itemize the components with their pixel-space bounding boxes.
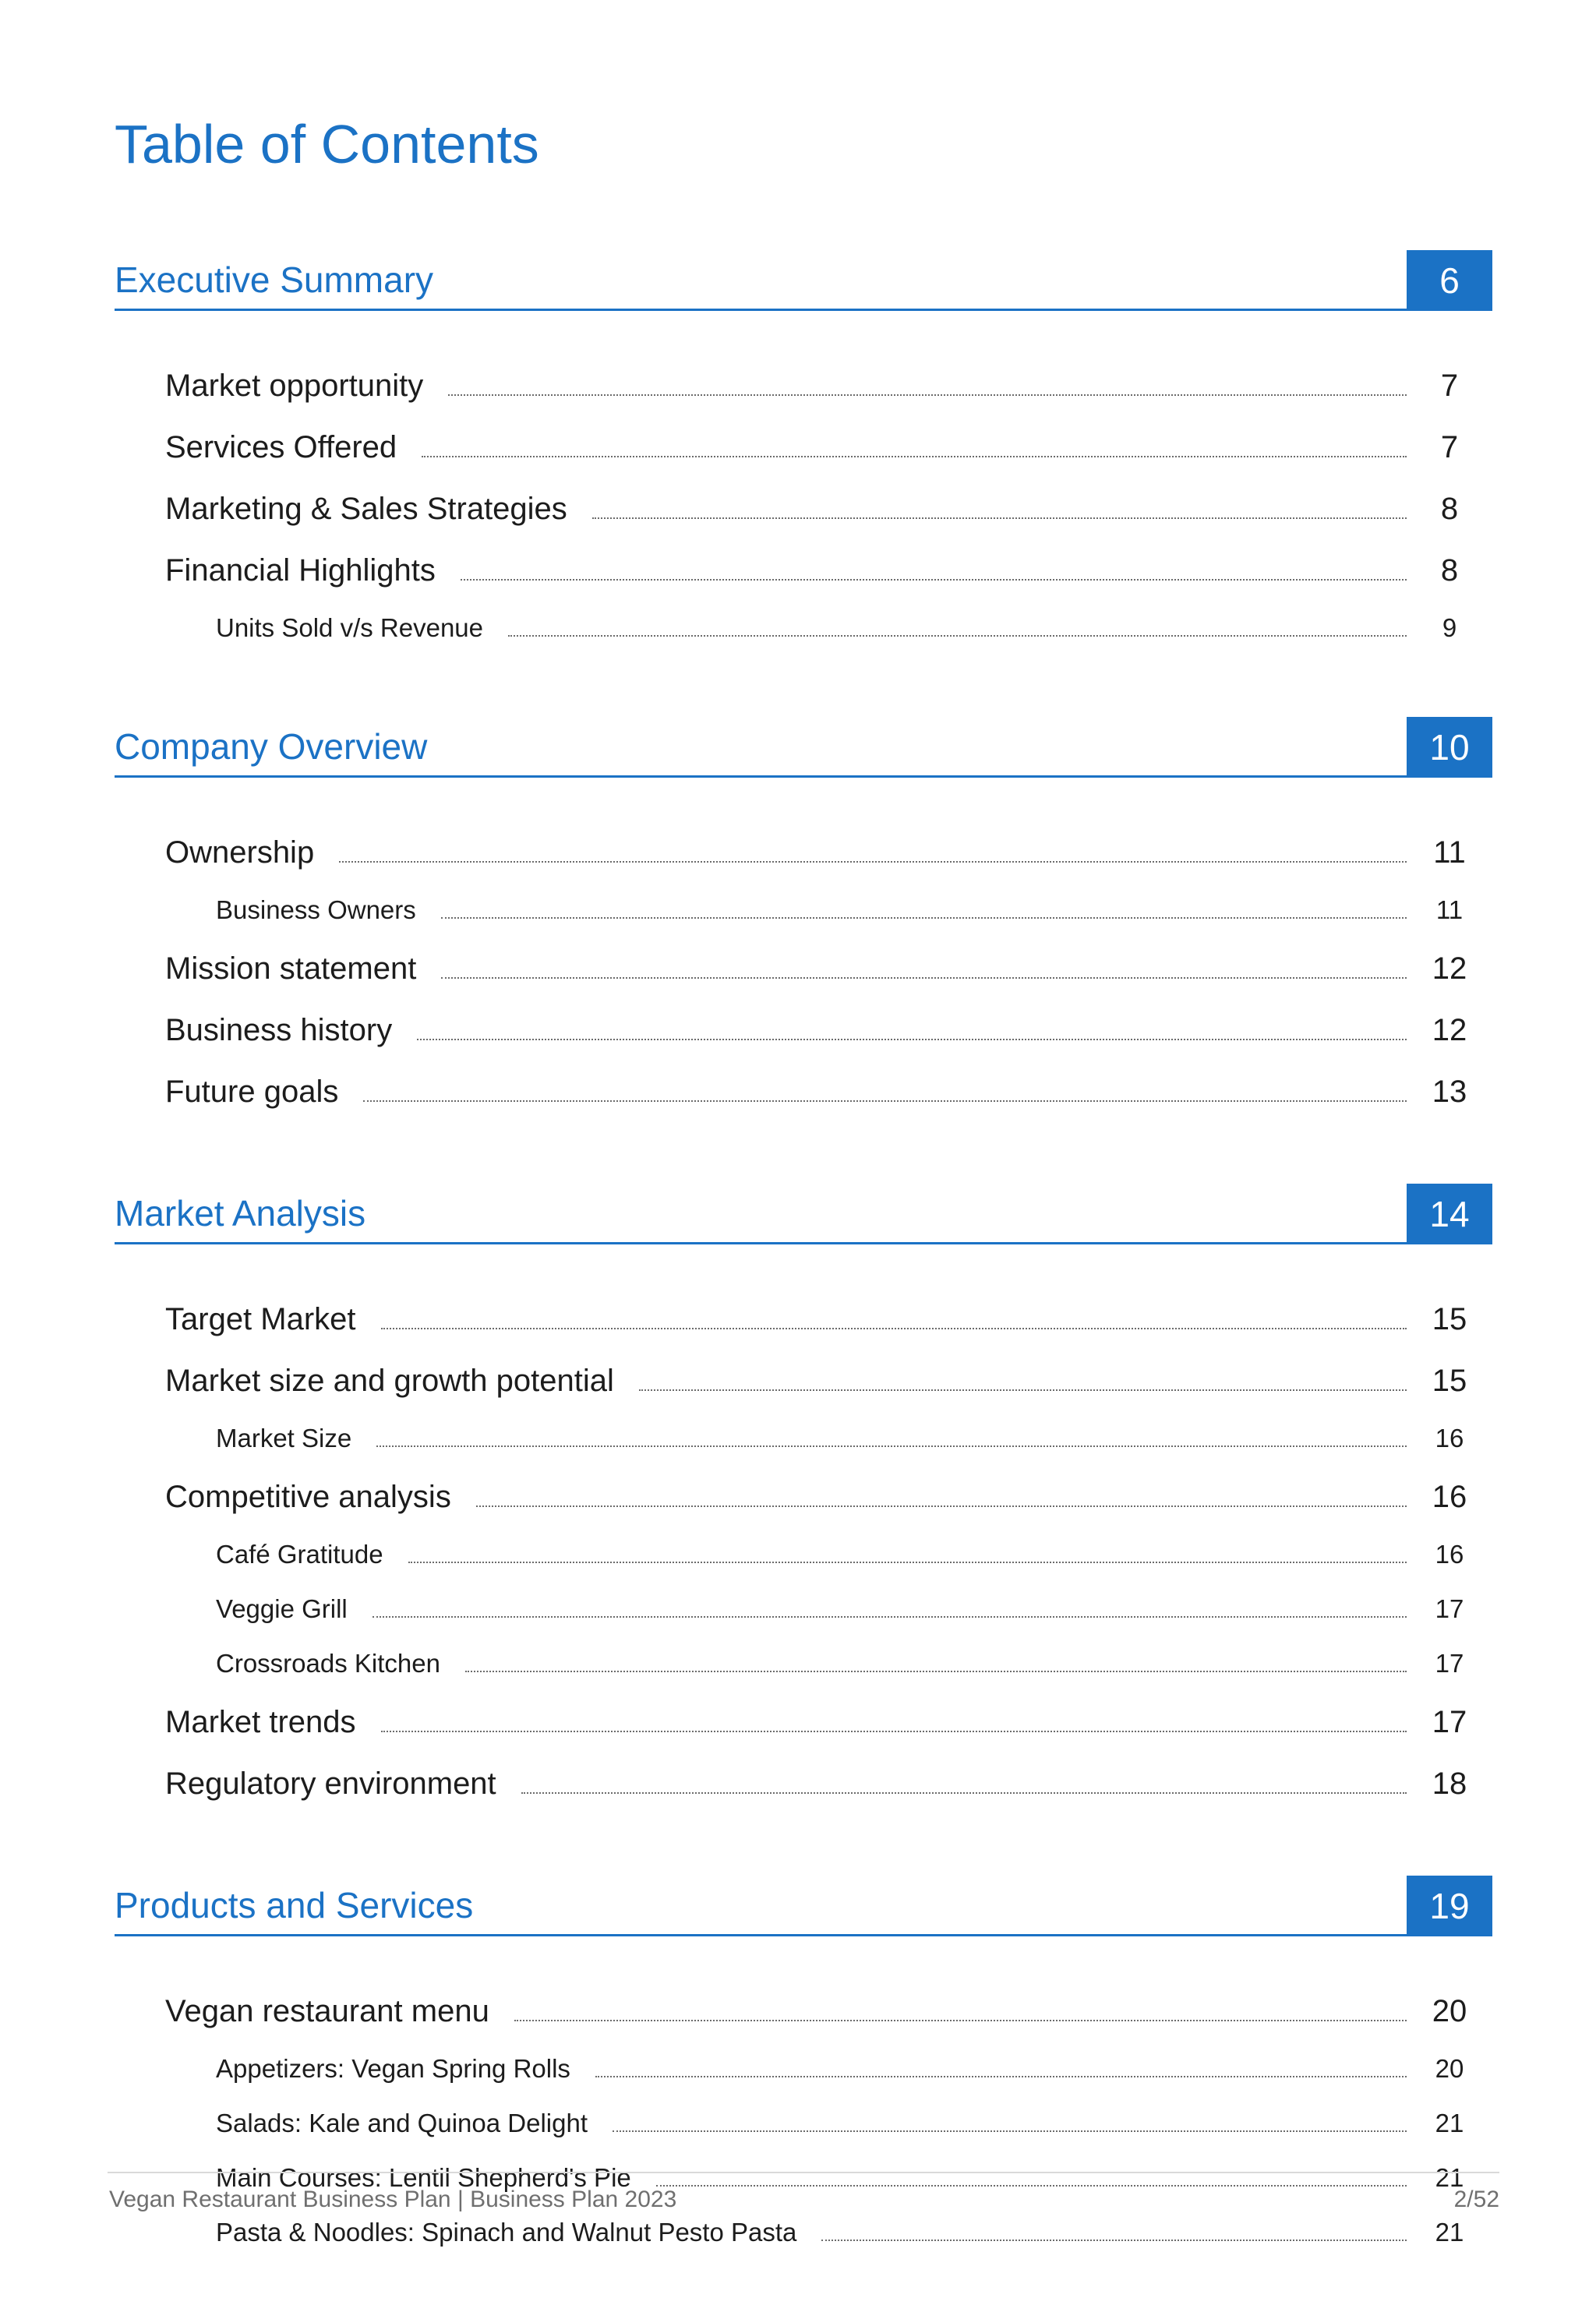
dot-leader <box>514 2020 1407 2021</box>
entry-page-number[interactable]: 16 <box>1432 1480 1467 1514</box>
toc-entry[interactable] <box>115 1740 1492 1802</box>
toc-entry[interactable] <box>115 404 1492 465</box>
entry-page-number[interactable]: 11 <box>1435 895 1464 924</box>
toc-section-header[interactable] <box>115 248 1492 311</box>
toc-section <box>115 248 1492 643</box>
toc-section-header[interactable] <box>115 1873 1492 1936</box>
section-title[interactable]: Products and Services <box>115 1885 474 1925</box>
entry-page-number[interactable]: 21 <box>1435 2163 1464 2192</box>
toc-entry[interactable] <box>115 1337 1492 1399</box>
section-page-badge[interactable]: 10 <box>1407 717 1492 778</box>
dot-leader <box>448 394 1407 396</box>
toc-entry[interactable] <box>115 809 1492 870</box>
dot-leader <box>476 1505 1407 1507</box>
dot-leader <box>592 517 1407 519</box>
dot-leader <box>422 456 1407 457</box>
entry-page-number[interactable]: 17 <box>1435 1594 1464 1623</box>
entry-label[interactable]: Main Courses: Lentil Shepherd's Pie <box>216 2163 631 2192</box>
dot-leader <box>595 2076 1407 2077</box>
entry-page-number[interactable]: 18 <box>1432 1767 1467 1801</box>
toc-entry[interactable] <box>115 1968 1492 2029</box>
footer-document-title: Vegan Restaurant Business Plan | Business Plan 2023 <box>109 2187 677 2212</box>
dot-leader <box>521 1792 1407 1794</box>
toc-subentry[interactable] <box>115 2138 1492 2193</box>
entry-label[interactable]: Target Market <box>165 1302 356 1336</box>
dot-leader <box>508 635 1407 637</box>
dot-leader <box>441 917 1407 919</box>
dot-leader <box>376 1445 1407 1447</box>
entry-page-number[interactable]: 7 <box>1440 430 1459 464</box>
section-title[interactable]: Company Overview <box>115 726 428 767</box>
entry-page-number[interactable]: 17 <box>1435 1649 1464 1678</box>
dot-leader <box>381 1328 1407 1329</box>
entry-page-number[interactable]: 21 <box>1435 2218 1464 2247</box>
entry-page-number[interactable]: 12 <box>1432 1013 1467 1047</box>
entry-page-number[interactable]: 15 <box>1432 1302 1467 1336</box>
dot-leader <box>408 1562 1407 1563</box>
entry-page-number[interactable]: 9 <box>1442 613 1457 642</box>
entry-label[interactable]: Salads: Kale and Quinoa Delight <box>216 2109 588 2137</box>
toc-section-header[interactable] <box>115 715 1492 778</box>
entry-label[interactable]: Services Offered <box>165 430 397 464</box>
dot-leader <box>465 1671 1407 1672</box>
entry-label[interactable]: Vegan restaurant menu <box>165 1994 489 2028</box>
toc-section <box>115 715 1492 1110</box>
entry-label[interactable]: Market Size <box>216 1424 352 1452</box>
entry-label[interactable]: Regulatory environment <box>165 1767 496 1801</box>
entry-page-number[interactable]: 15 <box>1432 1364 1467 1398</box>
section-title[interactable]: Executive Summary <box>115 259 434 300</box>
entry-label[interactable]: Appetizers: Vegan Spring Rolls <box>216 2054 570 2083</box>
toc-entry[interactable] <box>115 1453 1492 1515</box>
toc-subentry[interactable] <box>115 870 1492 925</box>
dot-leader <box>381 1731 1407 1732</box>
dot-leader <box>339 861 1407 863</box>
entry-label[interactable]: Pasta & Noodles: Spinach and Walnut Pesto Pasta <box>216 2218 797 2247</box>
footer-page-number: 2/52 <box>1453 2187 1499 2212</box>
page-title: Table of Contents <box>115 114 539 175</box>
entry-page-number[interactable]: 13 <box>1432 1075 1467 1109</box>
entry-label[interactable]: Veggie Grill <box>216 1594 348 1623</box>
dot-leader <box>656 2185 1407 2187</box>
section-page-badge[interactable]: 19 <box>1407 1876 1492 1936</box>
entry-label[interactable]: Future goals <box>165 1075 339 1109</box>
dot-leader <box>373 1616 1407 1618</box>
entry-page-number[interactable]: 16 <box>1435 1424 1464 1452</box>
entry-label[interactable]: Market trends <box>165 1705 356 1739</box>
entry-page-number[interactable]: 11 <box>1433 835 1466 870</box>
dot-leader <box>417 1039 1407 1040</box>
entry-page-number[interactable]: 16 <box>1435 1540 1464 1569</box>
entry-label[interactable]: Marketing & Sales Strategies <box>165 492 567 526</box>
entry-page-number[interactable]: 21 <box>1435 2109 1464 2137</box>
entry-page-number[interactable]: 20 <box>1432 1994 1467 2028</box>
toc-entry[interactable] <box>115 527 1492 588</box>
toc-subentry[interactable] <box>115 1569 1492 1624</box>
toc-entry[interactable] <box>115 1678 1492 1740</box>
entry-page-number[interactable]: 17 <box>1432 1705 1467 1739</box>
toc-entry[interactable] <box>115 1048 1492 1110</box>
section-title[interactable]: Market Analysis <box>115 1193 366 1234</box>
toc-section <box>115 1181 1492 1802</box>
dot-leader <box>613 2130 1407 2132</box>
entry-label[interactable]: Business Owners <box>216 895 416 924</box>
entry-label[interactable]: Ownership <box>165 835 315 870</box>
dot-leader <box>639 1389 1407 1391</box>
toc-entry[interactable] <box>115 465 1492 527</box>
dot-leader <box>461 579 1407 581</box>
entry-label[interactable]: Financial Highlights <box>165 553 436 588</box>
toc-subentry[interactable] <box>115 1515 1492 1569</box>
entry-label[interactable]: Market opportunity <box>165 369 424 403</box>
entry-label[interactable]: Crossroads Kitchen <box>216 1649 440 1678</box>
entry-page-number[interactable]: 8 <box>1440 553 1459 588</box>
entry-label[interactable]: Competitive analysis <box>165 1480 451 1514</box>
toc-entry[interactable] <box>115 1276 1492 1337</box>
toc-entry[interactable] <box>115 342 1492 404</box>
dot-leader <box>441 977 1407 979</box>
toc-subentry[interactable] <box>115 1399 1492 1453</box>
toc-subentry[interactable] <box>115 2084 1492 2138</box>
entry-page-number[interactable]: 8 <box>1440 492 1459 526</box>
toc-section-header[interactable] <box>115 1181 1492 1244</box>
entry-label[interactable]: Units Sold v/s Revenue <box>216 613 484 642</box>
section-page-badge[interactable]: 6 <box>1407 250 1492 311</box>
toc-subentry[interactable] <box>115 2029 1492 2084</box>
entry-page-number[interactable]: 12 <box>1432 951 1467 986</box>
toc-subentry[interactable] <box>115 1624 1492 1678</box>
footer-divider <box>108 2172 1499 2173</box>
dot-leader <box>821 2240 1407 2241</box>
entry-page-number[interactable]: 20 <box>1435 2054 1464 2083</box>
toc-entry[interactable] <box>115 925 1492 987</box>
entry-label[interactable]: Café Gratitude <box>216 1540 383 1569</box>
entry-label[interactable]: Market size and growth potential <box>165 1364 614 1398</box>
table-of-contents <box>115 248 1492 2319</box>
toc-subentry[interactable] <box>115 588 1492 643</box>
entry-page-number[interactable]: 7 <box>1440 369 1459 403</box>
entry-label[interactable]: Mission statement <box>165 951 417 986</box>
section-page-badge[interactable]: 14 <box>1407 1184 1492 1244</box>
dot-leader <box>363 1100 1407 1102</box>
toc-entry[interactable] <box>115 987 1492 1048</box>
entry-label[interactable]: Business history <box>165 1013 393 1047</box>
